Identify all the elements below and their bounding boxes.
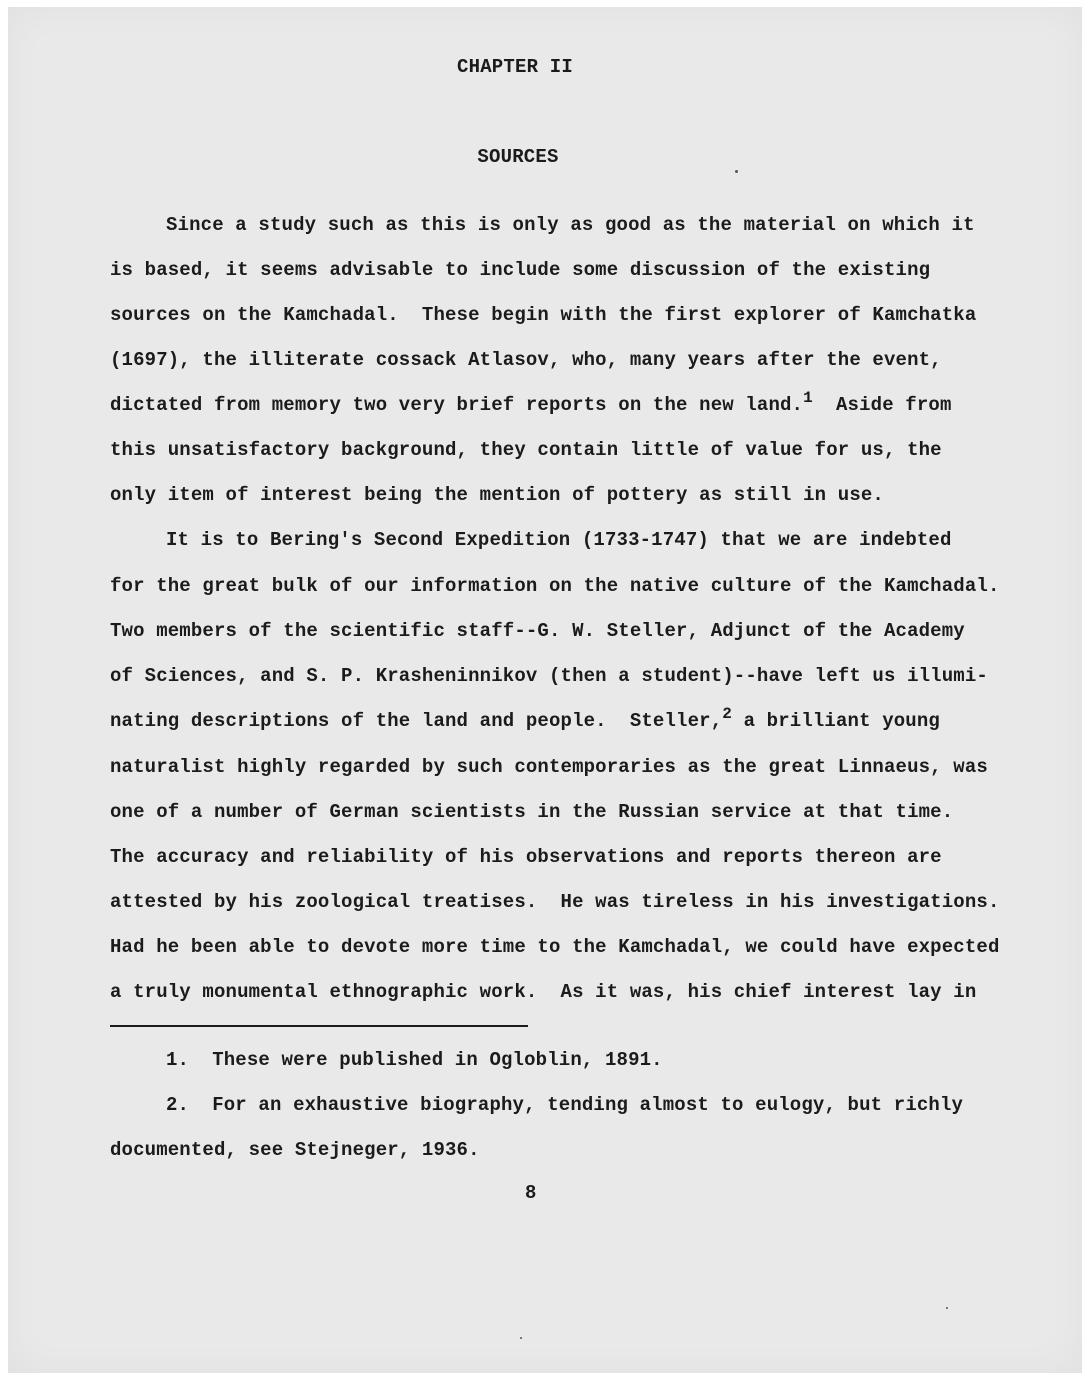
paragraph-1-line-3: sources on the Kamchadal. These begin with the first explorer of Kamchatka: [110, 304, 977, 326]
paragraph-1-line-2: is based, it seems advisable to include some discussion of the existing: [110, 259, 931, 281]
paragraph-2-line-5-rest: a brilliant young: [732, 710, 940, 732]
dust-speck: [520, 1337, 522, 1339]
footnote-separator-rule: [110, 1025, 528, 1027]
paragraph-2-line-2: for the great bulk of our information on the native culture of the Kamchadal.: [110, 575, 1000, 597]
footnote-1: 1. These were published in Ogloblin, 1891.: [166, 1049, 663, 1071]
dust-speck: [735, 170, 738, 173]
footnote-2-line-2: documented, see Stejneger, 1936.: [110, 1139, 480, 1161]
paragraph-2-line-4: of Sciences, and S. P. Krasheninnikov (then a student)--have left us illumi-: [110, 665, 988, 687]
paragraph-2-line-1: It is to Bering's Second Expedition (1733-1747) that we are indebted: [166, 529, 952, 551]
page-number: 8: [525, 1182, 537, 1204]
paragraph-2-line-11: a truly monumental ethnographic work. As it was, his chief interest lay in: [110, 981, 977, 1003]
page-sheet: [8, 7, 1082, 1373]
chapter-heading: CHAPTER II: [456, 56, 574, 78]
paragraph-2-line-5-text: nating descriptions of the land and people. Steller,: [110, 710, 723, 732]
footnote-2-line-1: 2. For an exhaustive biography, tending almost to eulogy, but richly: [166, 1094, 964, 1116]
paragraph-1-line-6: this unsatisfactory background, they contain little of value for us, the: [110, 439, 942, 461]
paragraph-2-line-9: attested by his zoological treatises. He was tireless in his investigations.: [110, 891, 1000, 913]
footnote-marker-2: 2: [722, 705, 733, 723]
paragraph-1-line-1: Since a study such as this is only as good as the material on which it: [166, 214, 975, 236]
paragraph-2-line-8: The accuracy and reliability of his observations and reports thereon are: [110, 846, 942, 868]
paragraph-1-line-5-rest: Aside from: [812, 394, 952, 416]
paragraph-1-line-5: [110, 389, 952, 417]
paragraph-1-line-7: only item of interest being the mention of pottery as still in use.: [110, 484, 884, 506]
paragraph-2-line-10: Had he been able to devote more time to the Kamchadal, we could have expected: [110, 936, 1000, 958]
paragraph-2-line-6: naturalist highly regarded by such contemporaries as the great Linnaeus, was: [110, 756, 988, 778]
footnote-marker-1: 1: [803, 389, 813, 407]
paragraph-1-line-5-text: dictated from memory two very brief reports on the new land.: [110, 394, 804, 416]
paragraph-2-line-3: Two members of the scientific staff--G. W. Steller, Adjunct of the Academy: [110, 620, 965, 642]
paragraph-2-line-7: one of a number of German scientists in the Russian service at that time.: [110, 801, 954, 823]
paragraph-2-line-5: [110, 705, 940, 733]
section-heading: SOURCES: [477, 146, 559, 168]
dust-speck: [946, 1307, 948, 1309]
paragraph-1-line-4: (1697), the illiterate cossack Atlasov, who, many years after the event,: [110, 349, 942, 371]
